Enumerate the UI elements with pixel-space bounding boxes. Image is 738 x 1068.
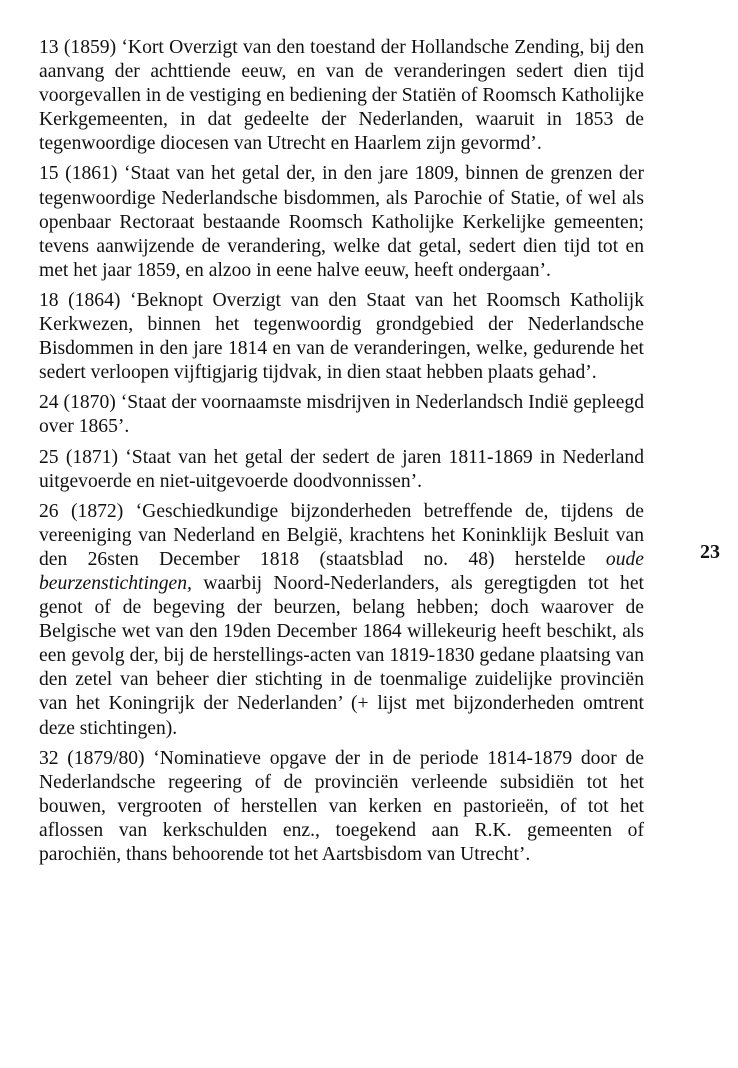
entry-1871: 25 (1871) ‘Staat van het getal der sedert de jaren 1811-1869 in Nederland uitgevoerde en niet-uitgevoerde doodvonnissen’. [39, 446, 644, 492]
text-column [39, 36, 644, 873]
entry-1872 [39, 500, 644, 741]
entry-1859: 13 (1859) ‘Kort Overzigt van den toestand der Hollandsche Zending, bij den aanvang der achttiende eeuw, en van de veranderingen sedert dien tijd voorgevallen in de vestiging en bediening der Statiën of Roomsch Katholijke Kerkgemeenten, in dat gedeelte der Nederlanden, waaruit in 1853 de tegenwoordige diocesen van Utrecht en Haarlem zijn gevormd’. [39, 37, 644, 155]
entry-1879-80: 32 (1879/80) ‘Nominatieve opgave der in de periode 1814-1879 door de Nederlandsche regeering of de provinciën verleende subsidiën tot het bouwen, vergrooten of herstellen van kerken en pastorieën, of tot het aflossen van kerkschulden enz., toegekend aan R.K. gemeenten of parochiën, thans behoorende tot het Aartsbisdom van Utrecht’. [39, 747, 644, 865]
page-number: 23 [700, 541, 720, 563]
entry-1872-text-start: 26 (1872) ‘Geschiedkundige bijzonderheden betreffende de, tijdens de vereeniging van Nederland en België, krachtens het Koninklijk Besluit van den 26sten December 1818 (staatsblad no. 48) herstelde [39, 500, 644, 570]
entry-1864: 18 (1864) ‘Beknopt Overzigt van den Staat van het Roomsch Katholijk Kerkwezen, binnen het tegenwoordig grondgebied der Nederlandsche Bisdommen in den jare 1814 en van de veranderingen, welke, gedurende het sedert verloopen vijftigjarig tijdvak, in dien staat hebben plaats gehad’. [39, 289, 644, 384]
entry-1870: 24 (1870) ‘Staat der voornaamste misdrijven in Nederlandsch Indië gepleegd over 1865’. [39, 392, 644, 438]
entry-1861: 15 (1861) ‘Staat van het getal der, in den jare 1809, binnen de grenzen der tegenwoordige Nederlandsche bisdommen, als Parochie of Statie, of wel als openbaar Rectoraat bestaande Roomsch Katholijke Kerkelijke gemeenten; tevens aanwijzende de verandering, welke dat getal, sedert dien tijd tot en met het jaar 1859, en alzoo in eene halve eeuw, heeft ondergaan’. [39, 163, 644, 281]
entry-1872-text-end: waarbij Noord-Nederlanders, als geregtigden tot het genot of de begeving der beurzen, belang hebben; doch waarover de Belgische wet van den 19den December 1864 willekeurig heeft beschikt, als een gevolg der, bij de herstellings-acten van 1819-1830 gedane plaatsing van den zetel van beheer dier stichting in de toenmalige zuidelijke provinciën van het Koningrijk der Nederlanden’ (+ lijst met bijzonderheden omtrent deze stichtingen). [39, 572, 644, 739]
entry-1872-italic-title: oude beurzenstichtingen, [39, 548, 644, 594]
